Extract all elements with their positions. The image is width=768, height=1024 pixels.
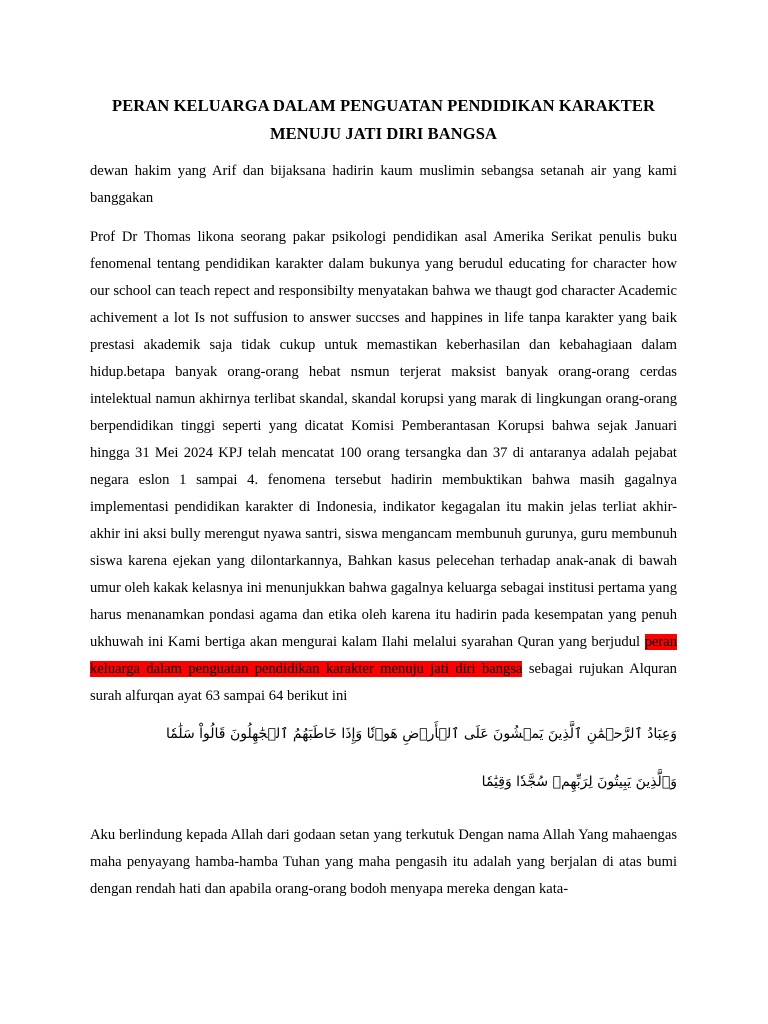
paragraph-body [90,224,677,710]
paragraph-body-tail: sebagai rujukan Alquran surah alfurqan ayat 63 sampai 64 berikut ini [90,661,677,704]
title-line-1: PERAN KELUARGA DALAM PENGUATAN PENDIDIKAN KARAKTER [112,96,655,115]
highlighted-title-text: peran keluarga dalam penguatan pendidikan karakter menuju jati diri bangsa [90,634,677,677]
arabic-verse-64: وَٱلَّذِينَ يَبِيتُونَ لِرَبِّهِمۡ سُجَّدٗا وَقِيَٰمٗا [481,774,677,790]
paragraph-translation: Aku berlindung kepada Allah dari godaan setan yang terkutuk Dengan nama Allah Yang mahaengas maha penyayang hamba-hamba Tuhan yang maha pengasih itu adalah yang berjalan di atas bumi dengan rendah hati dan apabila orang-orang bodoh menyapa mereka dengan kata- [90,827,677,897]
paragraph-body-text: Prof Dr Thomas likona seorang pakar psikologi pendidikan asal Amerika Serikat penulis buku fenomenal tentang pendidikan karakter dalam bukunya yang berudul educating for character how our school can teach repect and responsibilty menyatakan bahwa we thaugt god character Academic achivement a lot Is not suffusion to answer succses and happines in life tanpa karakter yang baik prestasi akademik saja tidak cukup untuk memastikan keberhasilan dan kebahagiaan dalam hidup.betapa banyak orang-orang hebat nsmun terjerat maksist banyak orang-orang cerdas intelektual namun akhirnya terlibat skandal, skandal korupsi yang marak di lingkungan orang-orang berpendidikan tinggi seperti yang dicatat Komisi Pemberantasan Korupsi bahwa sejak Januari hingga 31 Mei 2024 KPJ telah mencatat 100 orang tersangka dan 37 di antaranya adalah pejabat negara eslon 1 sampai 4. fenomena tersebut hadirin membuktikan bahwa masih gagalnya implementasi pendidikan karakter di Indonesia, indikator kegagalan itu makin jelas terliat akhir-akhir ini aksi bully merengut nyawa santri, siswa mengancam membunuh gurunya, guru membunuh siswa karena ejekan yang dilontarkannya, Bahkan kasus pelecehan terhadap anak-anak di bawah umur oleh kakak kelasnya ini menunjukkan bahwa gagalnya keluarga sebagai institusi pertama yang harus menanamkan pondasi agama dan etika oleh karena itu hadirin pada kesempatan yang penuh ukhuwah ini Kami bertiga akan mengurai kalam Ilahi melalui syarahan Quran yang berjudul [90,229,677,650]
arabic-verse-63: وَعِبَادُ ٱلرَّحۡمَٰنِ ٱلَّذِينَ يَمۡشُونَ عَلَى ٱلۡأَرۡضِ هَوۡنٗا وَإِذَا خَاطَبَهُمُ ٱلۡجَٰهِلُونَ قَالُواْ سَلَٰمٗا [165,726,677,742]
document-page [90,0,677,903]
title-line-2: MENUJU JATI DIRI BANGSA [269,124,498,143]
paragraph-opening: dewan hakim yang Arif dan bijaksana hadirin kaum muslimin sebangsa setanah air yang kami banggakan [90,163,677,206]
document-title [90,92,677,148]
